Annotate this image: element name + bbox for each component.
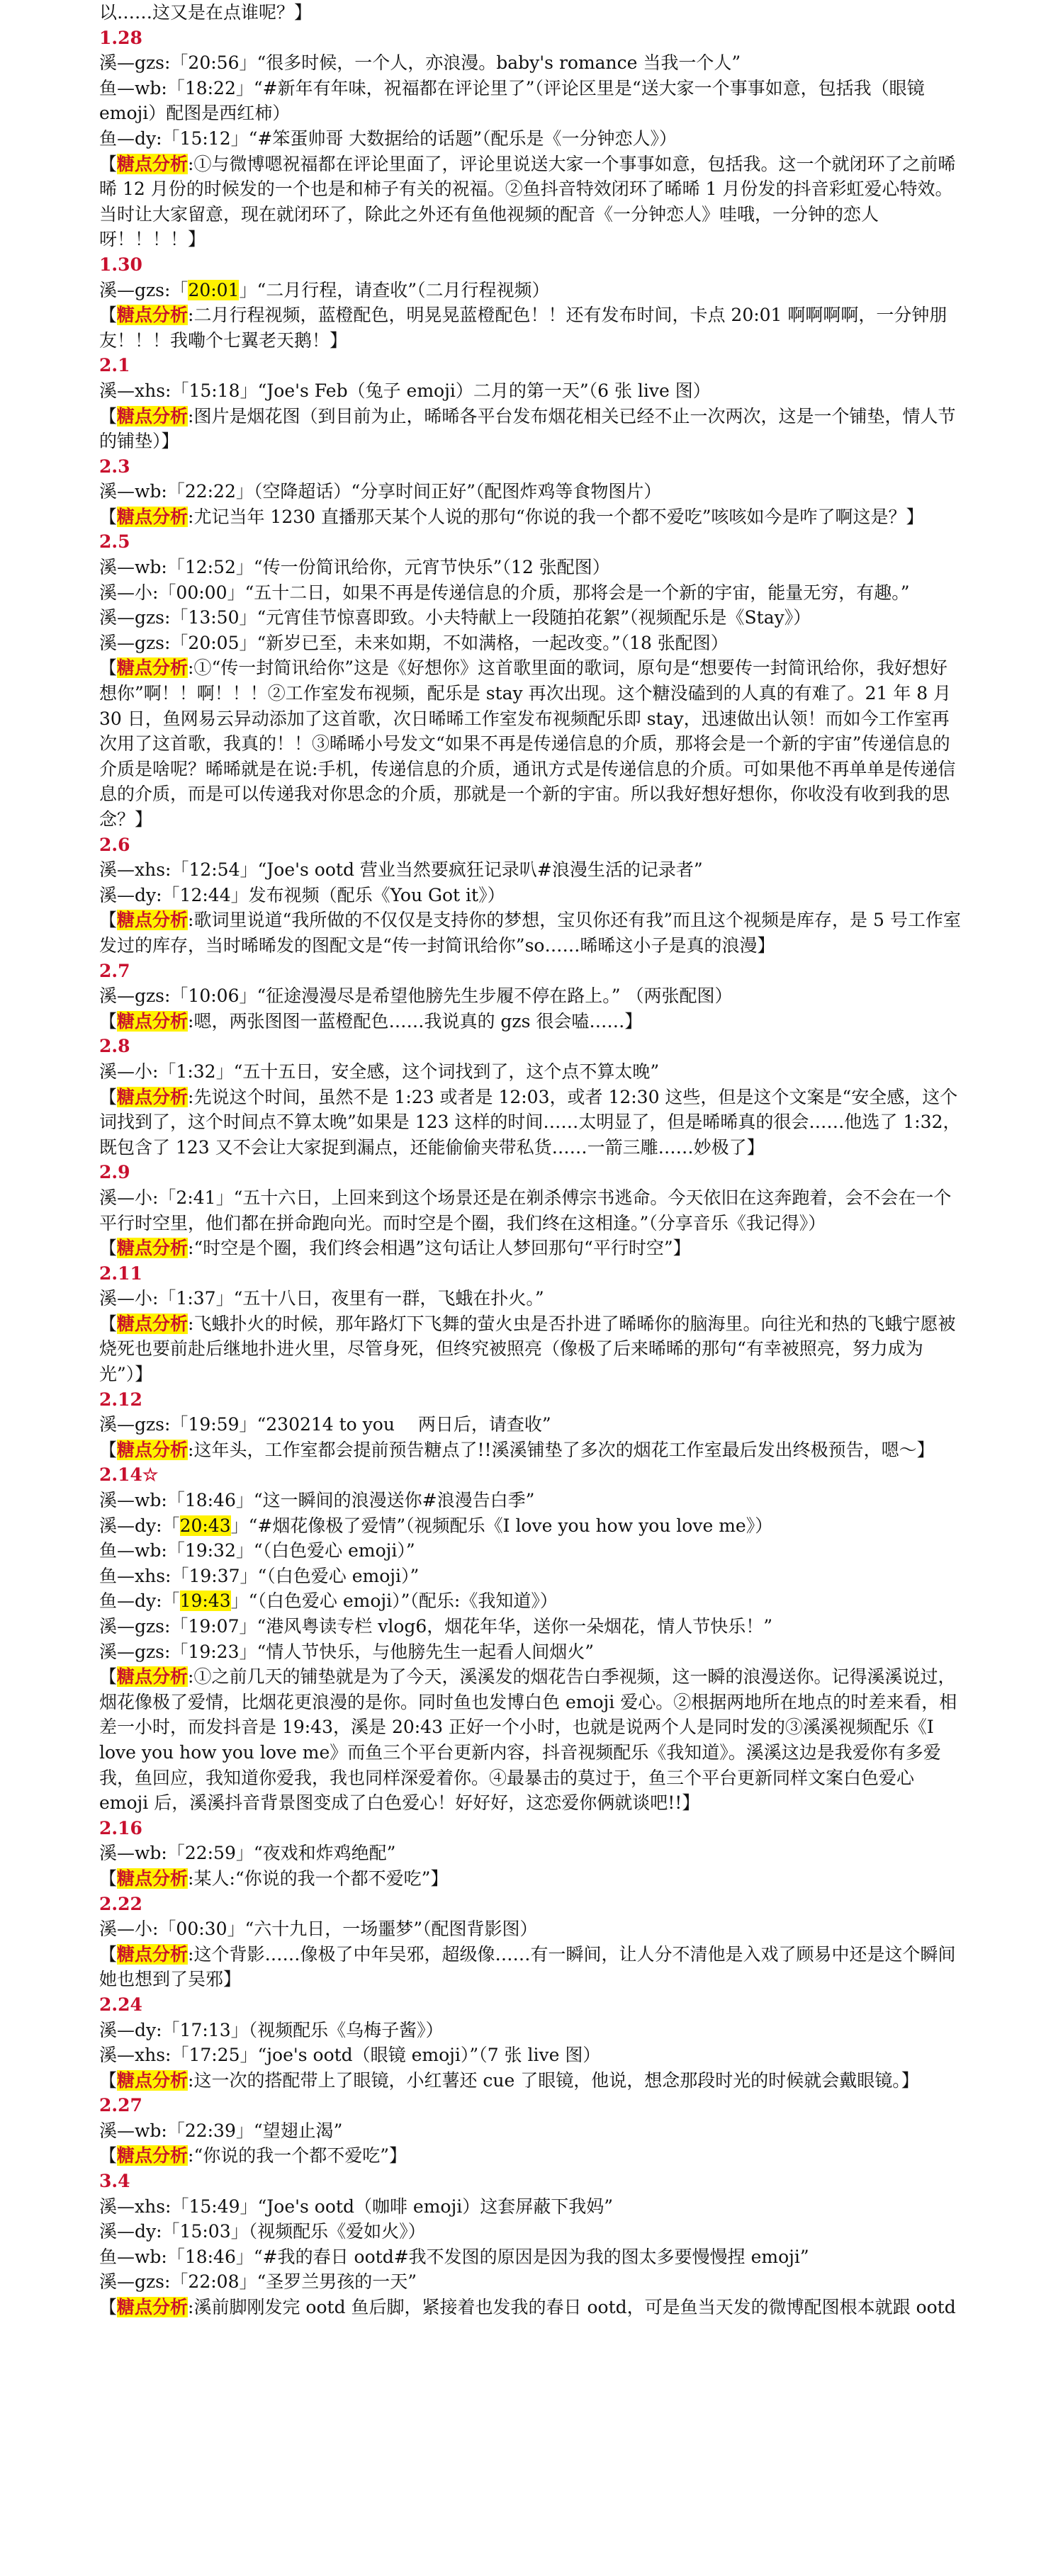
label-colon: : (188, 506, 194, 527)
post-entry: 溪—xhs:「15:18」“Joe's Feb（兔子 emoji）二月的第一天”（6 张 live 图） (99, 380, 711, 401)
date-heading: 2.3 (99, 456, 130, 477)
analysis-paragraph (99, 1085, 964, 1160)
date-heading: 2.22 (99, 1893, 142, 1914)
date-heading: 2.6 (99, 834, 130, 855)
date-heading: 2.16 (99, 1817, 142, 1838)
analysis-paragraph (99, 1664, 964, 1816)
analysis-label: 糖点分析 (117, 1439, 189, 1460)
date-heading: 2.12 (99, 1389, 142, 1410)
analysis-paragraph (99, 1009, 964, 1034)
label-colon: : (188, 1943, 194, 1965)
post-entry: 溪—wb:「22:22」（空降超话）“分享时间正好”（配图炸鸡等食物图片） (99, 481, 662, 502)
analysis-label: 糖点分析 (117, 153, 189, 174)
post-entry: 溪—wb:「22:39」“望翅止渴” (99, 2120, 343, 2141)
bracket-open: 【 (99, 2069, 118, 2091)
bracket-open: 【 (99, 657, 118, 679)
analysis-paragraph (99, 1866, 964, 1892)
analysis-paragraph (99, 504, 964, 530)
date-heading: 2.8 (99, 1036, 130, 1057)
post-text: 」“（白色爱心 emoji）”（配乐:《我知道》） (230, 1591, 558, 1612)
analysis-paragraph (99, 2295, 964, 2320)
label-colon: : (188, 1868, 194, 1889)
post-entry: 溪—xhs:「17:25」“joe's ootd（眼镜 emoji）”（7 张 live 图） (99, 2045, 601, 2066)
analysis-paragraph (99, 1437, 964, 1463)
post-entry: 溪—gzs:「19:07」“港风粤读专栏 vlog6，烟花年华，送你一朵烟花，情人节快乐！” (99, 1616, 773, 1637)
analysis-label: 糖点分析 (117, 1943, 189, 1965)
analysis-label: 糖点分析 (117, 2069, 189, 2091)
analysis-paragraph (99, 404, 964, 454)
post-entry: 溪—小:「00:00」“五十二日，如果不再是传递信息的介质，那将会是一个新的宇宙，能量无穷，有趣。” (99, 582, 910, 603)
bracket-open: 【 (99, 153, 118, 174)
bracket-open: 【 (99, 1439, 118, 1460)
document-page (99, 0, 964, 2320)
analysis-paragraph (99, 2068, 964, 2094)
bracket-open: 【 (99, 1010, 118, 1032)
bracket-open: 【 (99, 1313, 118, 1334)
analysis-label: 糖点分析 (117, 2297, 189, 2318)
bracket-open: 【 (99, 2145, 118, 2167)
analysis-label: 糖点分析 (117, 1238, 189, 1259)
label-colon: : (188, 2145, 194, 2167)
label-colon: : (188, 1010, 194, 1032)
analysis-text: 二月行程视频，蓝橙配色，明晃晃蓝橙配色！！还有发布时间，卡点 20:01 啊啊啊啊，一分钟朋友！！！我嘞个七翼老天鹅！】 (99, 305, 947, 351)
analysis-label: 糖点分析 (117, 305, 189, 326)
date-heading: 2.14☆ (99, 1464, 159, 1486)
label-colon: : (188, 1238, 194, 1259)
post-text: 」“#烟花像极了爱情”（视频配乐《I love you how you love me》） (230, 1515, 773, 1536)
analysis-label: 糖点分析 (117, 405, 189, 426)
label-colon: : (188, 1086, 194, 1107)
analysis-text: 歌词里说道“我所做的不仅仅是支持你的梦想，宝贝你还有我”而且这个视频是库存，是 5 号工作室发过的库存，当时晞晞发的图配文是“传一封简讯给你”so……晞晞这小子是真的浪漫】 (99, 910, 961, 956)
analysis-text: 飞蛾扑火的时候，那年路灯下飞舞的萤火虫是否扑进了晞晞你的脑海里。向往光和热的飞蛾宁愿被烧死也要前赴后继地扑进火里，尽管身死，但终究被照亮（像极了后来晞晞的那句“有幸被照亮，努力成为光”）】 (99, 1313, 956, 1385)
label-colon: : (188, 657, 194, 679)
analysis-text: 溪前脚刚发完 ootd 鱼后脚，紧接着也发我的春日 ootd，可是鱼当天发的微博配图根本就跟 ootd (193, 2297, 956, 2318)
post-entry: 溪—小:「1:37」“五十八日，夜里有一群，飞蛾在扑火。” (99, 1288, 544, 1309)
label-colon: : (188, 1313, 194, 1334)
post-entry (99, 278, 964, 303)
label-colon: : (188, 153, 194, 174)
label-colon: : (188, 1666, 194, 1688)
label-colon: : (188, 2069, 194, 2091)
post-text: 鱼—dy:「 (99, 1591, 180, 1612)
post-entry: 鱼—wb:「18:46」“#我的春日 ootd#我不发图的原因是因为我的图太多要慢慢捏 emoji” (99, 2246, 809, 2267)
date-heading: 2.11 (99, 1262, 142, 1284)
analysis-paragraph (99, 655, 964, 832)
bracket-open: 【 (99, 2297, 118, 2318)
analysis-text: ①“传一封简讯给你”这是《好想你》这首歌里面的歌词，原句是“想要传一封简讯给你，我好想好想你”啊！！啊！！！②工作室发布视频，配乐是 stay 再次出现。这个糖没磕到的人真的有难了。21 年 8 月 30 日，鱼网易云异动添加了这首歌，次日晞晞工作室发布视频配乐即 stay，迅速做出认领！而如今工作室再次用了这首歌，我真的！！③晞晞小号发文“如果不再是传递信息的介质，那将会是一个新的宇宙”传递信息的介质是啥呢？晞晞就是在说:手机，传递信息的介质，通讯方式是传递信息的介质。可如果他不再单单是传递信息的介质，而是可以传递我对你思念的介质，那就是一个新的宇宙。所以我好想好想你，你收没有收到我的思念？】 (99, 657, 956, 830)
post-entry: 溪—小:「2:41」“五十六日，上回来到这个场景还是在剃杀傅宗书逃命。今天依旧在这奔跑着，会不会在一个平行时空里，他们都在拼命跑向光。而时空是个圈，我们终在这相逢。”（分享音乐《我记得》） (99, 1187, 952, 1233)
bracket-open: 【 (99, 1238, 118, 1259)
analysis-label: 糖点分析 (117, 1666, 189, 1688)
post-entry (99, 1513, 964, 1539)
post-entry: 溪—gzs:「19:23」“情人节快乐，与他膀先生一起看人间烟火” (99, 1641, 595, 1662)
analysis-paragraph (99, 1311, 964, 1387)
highlighted-time: 20:01 (188, 279, 240, 300)
analysis-text: 这年头，工作室都会提前预告糖点了!!溪溪铺垫了多次的烟花工作室最后发出终极预告，嗯～】 (193, 1439, 935, 1460)
bracket-open: 【 (99, 910, 118, 931)
date-heading: 2.27 (99, 2095, 142, 2116)
analysis-text: “时空是个圈，我们终会相遇”这句话让人梦回那句“平行时空”】 (193, 1238, 691, 1259)
bracket-open: 【 (99, 405, 118, 426)
label-colon: : (188, 1439, 194, 1460)
post-entry: 溪—gzs:「10:06」“征途漫漫尽是希望他膀先生步履不停在路上。” （两张配图） (99, 985, 733, 1007)
post-entry: 鱼—wb:「19:32」“（白色爱心 emoji）” (99, 1540, 415, 1561)
post-entry: 鱼—dy:「15:12」“#笨蛋帅哥 大数据给的话题”（配乐是《一分钟恋人》） (99, 128, 677, 149)
label-colon: : (188, 2297, 194, 2318)
post-entry: 溪—dy:「12:44」发布视频（配乐《You Got it》） (99, 884, 505, 905)
analysis-paragraph (99, 303, 964, 353)
analysis-text: 这个背影……像极了中年吴邪，超级像……有一瞬间，让人分不清他是入戏了顾易中还是这个瞬间她也想到了吴邪】 (99, 1943, 956, 1990)
post-entry: 溪—xhs:「15:49」“Joe's ootd（咖啡 emoji）这套屏蔽下我妈” (99, 2196, 613, 2217)
post-entry: 溪—gzs:「22:08」“圣罗兰男孩的一天” (99, 2271, 417, 2293)
post-entry: 溪—小:「1:32」“五十五日，安全感，这个词找到了，这个点不算太晚” (99, 1061, 660, 1082)
analysis-paragraph (99, 908, 964, 958)
analysis-text: ①之前几天的铺垫就是为了今天，溪溪发的烟花告白季视频，这一瞬的浪漫送你。记得溪溪说过，烟花像极了爱情，比烟花更浪漫的是你。同时鱼也发博白色 emoji 爱心。②根据两地所在地点的时差来看，相差一小时，而发抖音是 19:43，溪是 20:43 正好一个小时，也就是说两个人是同时发的③溪溪视频配乐《I love you how you love me》而鱼三个平台更新内容，抖音视频配乐《我知道》。溪溪这边是我爱你有多爱我，鱼回应，我知道你爱我，我也同样深爱着你。④最暴击的莫过于，鱼三个平台更新同样文案白色爱心 emoji 后，溪溪抖音背景图变成了白色爱心！好好好，这恋爱你俩就谈吧!!】 (99, 1666, 957, 1814)
analysis-text: 图片是烟花图（到目前为止，晞晞各平台发布烟花相关已经不止一次两次，这是一个铺垫，情人节的铺垫）】 (99, 405, 956, 452)
bracket-open: 【 (99, 1666, 118, 1688)
analysis-paragraph (99, 1236, 964, 1261)
date-heading: 2.9 (99, 1162, 130, 1183)
label-colon: : (188, 405, 194, 426)
post-entry: 溪—gzs:「13:50」“元宵佳节惊喜即致。小夫特献上一段随拍花絮”（视频配乐是《Stay》） (99, 607, 811, 628)
post-entry: 溪—gzs:「20:05」“新岁已至，未来如期，不如满格，一起改变。”（18 张配图） (99, 632, 729, 653)
label-colon: : (188, 910, 194, 931)
post-entry (99, 1588, 964, 1614)
date-heading: 2.1 (99, 355, 130, 376)
analysis-label: 糖点分析 (117, 506, 189, 527)
analysis-label: 糖点分析 (117, 910, 189, 931)
date-heading: 2.5 (99, 531, 130, 553)
analysis-label: 糖点分析 (117, 1313, 189, 1334)
bracket-open: 【 (99, 1868, 118, 1889)
post-entry: 溪—dy:「17:13」（视频配乐《乌梅子酱》） (99, 2019, 444, 2040)
analysis-label: 糖点分析 (117, 1010, 189, 1032)
analysis-text: 嗯，两张图图一蓝橙配色……我说真的 gzs 很会嗑……】 (193, 1010, 643, 1032)
post-entry: 以……这又是在点谁呢？】 (99, 2, 313, 23)
analysis-paragraph (99, 152, 964, 252)
post-entry: 溪—dy:「15:03」（视频配乐《爱如火》） (99, 2221, 426, 2242)
post-entry: 溪—xhs:「12:54」“Joe's ootd 营业当然要疯狂记录叭#浪漫生活的记录者” (99, 859, 703, 881)
post-entry: 溪—gzs:「19:59」“230214 to you 两日后，请查收” (99, 1414, 551, 1435)
date-heading: 2.24 (99, 1994, 142, 2015)
post-text: 溪—gzs:「 (99, 279, 189, 300)
post-entry: 溪—gzs:「20:56」“很多时候，一个人，亦浪漫。baby's romance 当我一个人” (99, 52, 741, 74)
analysis-label: 糖点分析 (117, 1868, 189, 1889)
bracket-open: 【 (99, 305, 118, 326)
analysis-label: 糖点分析 (117, 1086, 189, 1107)
post-entry: 鱼—xhs:「19:37」“（白色爱心 emoji）” (99, 1565, 420, 1586)
date-heading: 2.7 (99, 960, 130, 981)
post-text: 」“二月行程，请查收”（二月行程视频） (239, 279, 550, 300)
post-entry: 溪—wb:「12:52」“传一份简讯给你，元宵节快乐”（12 张配图） (99, 557, 610, 578)
post-text: 溪—dy:「 (99, 1515, 180, 1536)
post-entry: 鱼—wb:「18:22」“#新年有年味，祝福都在评论里了”（评论区里是“送大家一个事事如意，包括我（眼镜 emoji）配图是西红柿） (99, 77, 925, 124)
analysis-label: 糖点分析 (117, 657, 189, 679)
analysis-text: 某人:“你说的我一个都不爱吃”】 (193, 1868, 449, 1889)
analysis-text: 这一次的搭配带上了眼镜，小红薯还 cue 了眼镜，他说，想念那段时光的时候就会戴眼镜。】 (193, 2069, 919, 2091)
post-entry: 溪—小:「00:30」“六十九日，一场噩梦”（配图背影图） (99, 1919, 538, 1940)
date-heading: 1.28 (99, 27, 142, 48)
analysis-label: 糖点分析 (117, 2145, 189, 2167)
analysis-paragraph (99, 2143, 964, 2169)
date-heading: 1.30 (99, 254, 142, 275)
label-colon: : (188, 305, 194, 326)
post-entry: 溪—wb:「22:59」“夜戏和炸鸡绝配” (99, 1843, 396, 1864)
bracket-open: 【 (99, 506, 118, 527)
post-entry: 溪—wb:「18:46」“这一瞬间的浪漫送你#浪漫告白季” (99, 1490, 535, 1511)
highlighted-time: 20:43 (179, 1515, 231, 1536)
analysis-paragraph (99, 1942, 964, 1992)
bracket-open: 【 (99, 1086, 118, 1107)
analysis-text: 尤记当年 1230 直播那天某个人说的那句“你说的我一个都不爱吃”咳咳如今是咋了啊这是？】 (193, 506, 924, 527)
analysis-text: “你说的我一个都不爱吃”】 (193, 2145, 407, 2167)
analysis-text: 先说这个时间，虽然不是 1:23 或者是 12:03，或者 12:30 这些，但是这个文案是“安全感，这个词找到了，这个时间点不算太晚”如果是 123 这样的时间……太明显了，但是晞晞真的很会……他选了 1:32，既包含了 123 又不会让大家捉到漏点，还能偷偷夹带私货……一箭三雕……妙极了】 (99, 1086, 961, 1158)
analysis-text: ①与微博嗯祝福都在评论里面了，评论里说送大家一个事事如意，包括我。这一个就闭环了之前晞晞 12 月份的时候发的一个也是和柿子有关的祝福。②鱼抖音特效闭环了晞晞 1 月份发的抖音彩虹爱心特效。当时让大家留意，现在就闭环了，除此之外还有鱼他视频的配音《一分钟恋人》哇哦，一分钟的恋人呀！！！！】 (99, 153, 956, 250)
bracket-open: 【 (99, 1943, 118, 1965)
highlighted-time: 19:43 (179, 1591, 231, 1612)
date-heading: 3.4 (99, 2171, 130, 2192)
